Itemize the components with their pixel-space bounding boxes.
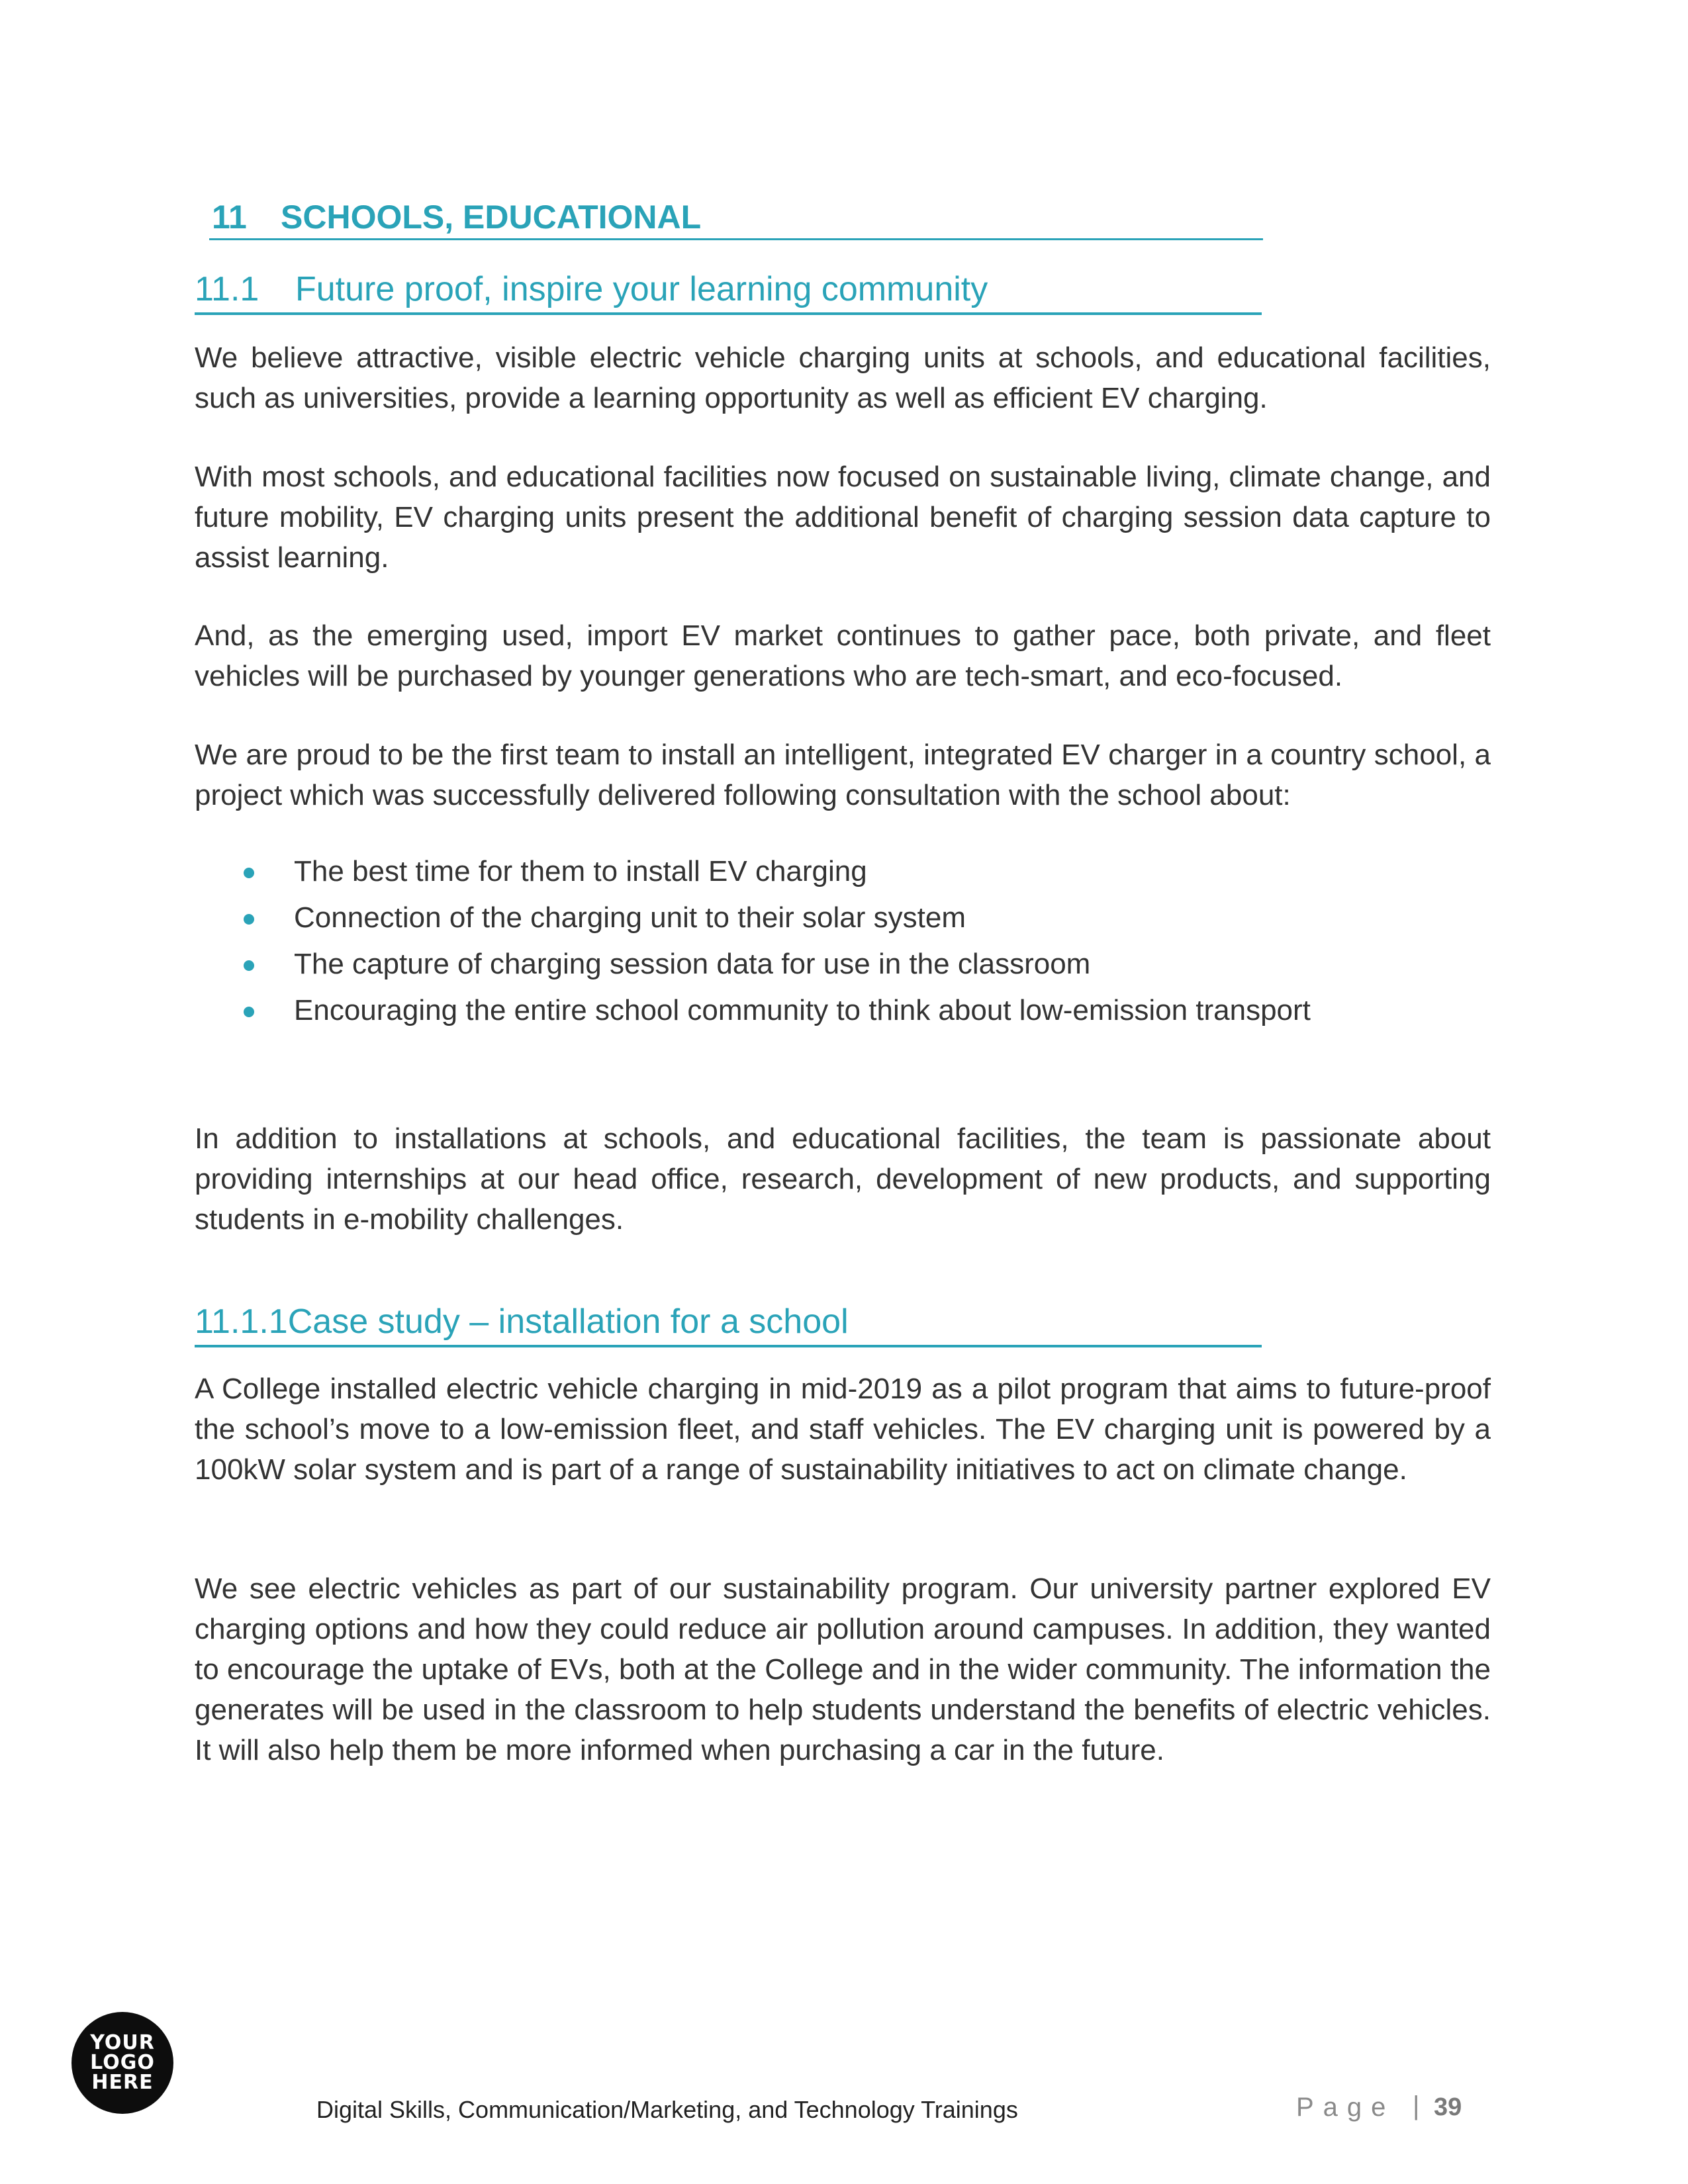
list-item xyxy=(236,848,1493,895)
footer-title: Digital Skills, Communication/Marketing, and Technology Trainings xyxy=(316,2096,1018,2123)
list-item-text: Encouraging the entire school community to think about low-emission transport xyxy=(294,994,1311,1026)
page-separator: | xyxy=(1413,2091,1420,2120)
paragraph-intro: We believe attractive, visible electric vehicle charging units at schools, and educational facilities, such as universities, provide a learning opportunity as well as efficient EV charging. xyxy=(195,341,1491,414)
section-number: 11 xyxy=(212,199,247,236)
subsection-heading xyxy=(195,266,1262,315)
list-item xyxy=(236,941,1493,987)
list-item-text: The capture of charging session data for use in the classroom xyxy=(294,948,1091,980)
bullet-icon xyxy=(244,1007,254,1017)
bullet-icon xyxy=(244,914,254,925)
paragraph-first-install: We are proud to be the first team to install an intelligent, integrated EV charger in a country school, a project which was successfully delivered following consultation with the school about: xyxy=(195,739,1491,811)
list-item xyxy=(236,895,1493,941)
paragraph-internships: In addition to installations at schools, and educational facilities, the team is passionate about providing internships at our head office, research, development of new products, and supporting students in e-mobility challenges. xyxy=(195,1122,1491,1236)
page-label: Page xyxy=(1296,2093,1395,2122)
logo-text: YOUR LOGO HERE xyxy=(90,2031,155,2094)
list-item-text: The best time for them to install EV charging xyxy=(294,855,867,887)
paragraph-case-study-2: We see electric vehicles as part of our sustainability program. Our university partner explored EV charging options and how they could reduce air pollution around campuses. In addition, they wanted to encourage the uptake of EVs, both at the College and in the wider community. The information the generates will be used in the classroom to help students understand the benefits of electric vehicles. It will also help them be more informed when purchasing a car in the future. xyxy=(195,1572,1491,1766)
consultation-list xyxy=(236,848,1493,1034)
list-item xyxy=(236,987,1493,1034)
subsection-title: Future proof, inspire your learning community xyxy=(295,270,988,308)
case-study-heading: 11.1.1Case study – installation for a school xyxy=(195,1298,1262,1347)
bullet-icon xyxy=(244,868,254,878)
section-title: SCHOOLS, EDUCATIONAL xyxy=(281,199,702,236)
paragraph-market: And, as the emerging used, import EV market continues to gather pace, both private, and fleet vehicles will be purchased by younger generations who are tech-smart, and eco-focused. xyxy=(195,619,1491,692)
bullet-icon xyxy=(244,960,254,971)
page-number: 39 xyxy=(1434,2093,1462,2121)
logo xyxy=(71,2012,173,2114)
subsection-number: 11.1 xyxy=(195,270,259,308)
list-item-text: Connection of the charging unit to their solar system xyxy=(294,901,966,934)
paragraph-case-study-1: A College installed electric vehicle charging in mid-2019 as a pilot program that aims to future-proof the school’s move to a low-emission fleet, and staff vehicles. The EV charging unit is powered by a 100kW solar system and is part of a range of sustainability initiatives to act on climate change. xyxy=(195,1373,1491,1486)
section-heading xyxy=(209,196,1263,240)
paragraph-sustainability: With most schools, and educational facilities now focused on sustainable living, climate change, and future mobility, EV charging units present the additional benefit of charging session data capture to assist learning. xyxy=(195,461,1491,574)
